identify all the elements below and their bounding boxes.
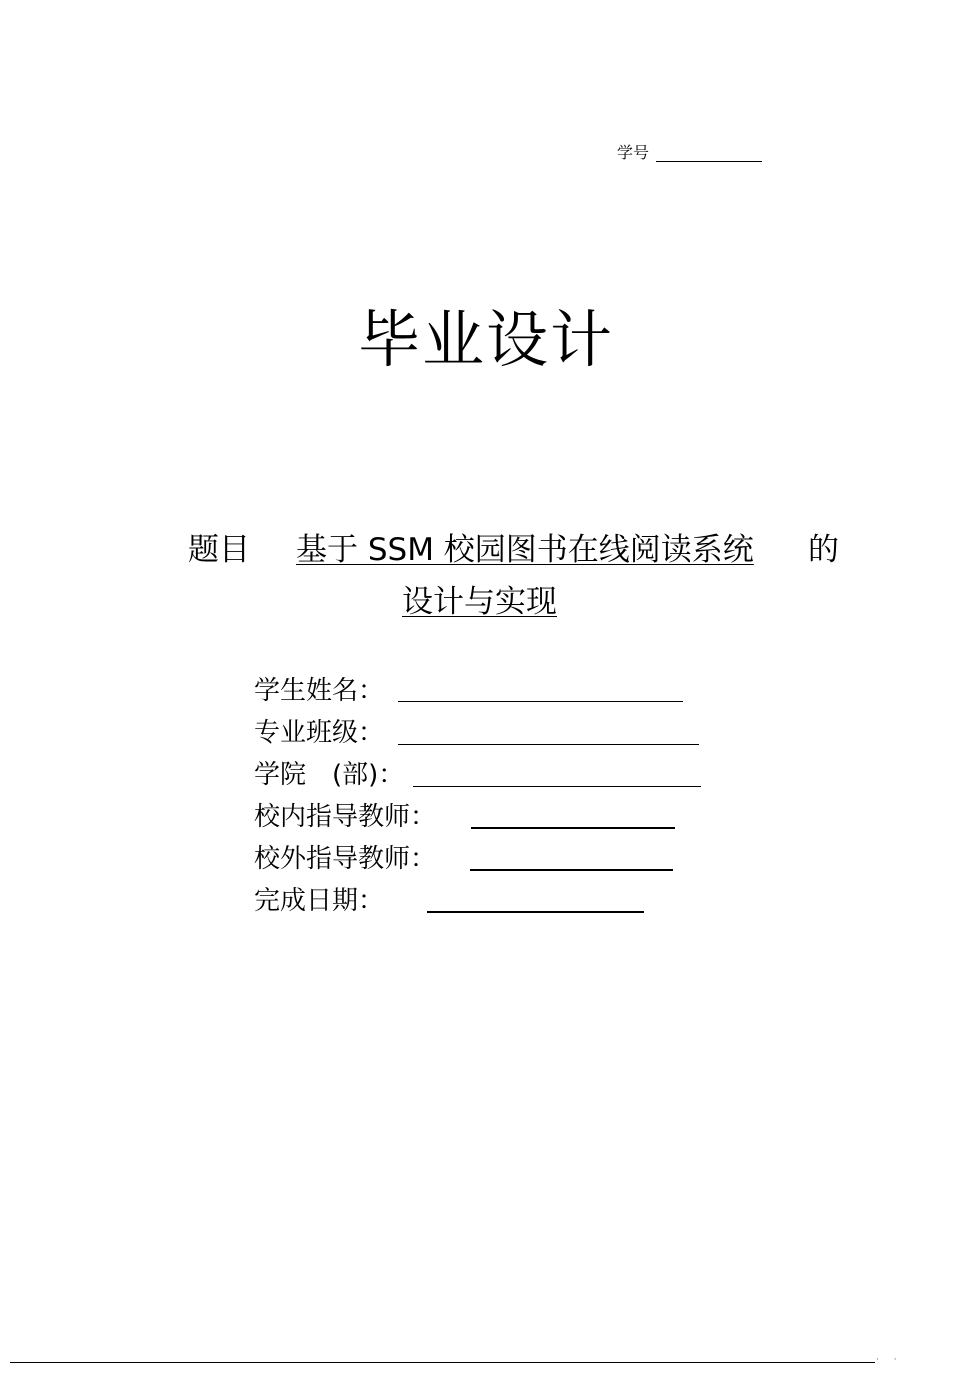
college-label: 学院 (部)： xyxy=(254,760,405,790)
student-name-blank-line xyxy=(398,701,683,702)
external-advisor-label: 校外指导教师： xyxy=(254,844,437,874)
completion-date-blank-line xyxy=(427,911,644,913)
major-class-blank-line xyxy=(398,744,699,745)
footer-divider xyxy=(10,1362,875,1363)
student-id-blank-line xyxy=(656,161,762,162)
topic-title-line-1 xyxy=(260,530,754,570)
student-name-label: 学生姓名： xyxy=(254,676,385,706)
footer-dots: · · xyxy=(876,1355,903,1365)
college-blank-line xyxy=(413,786,701,787)
student-id-label: 学号 xyxy=(617,143,650,162)
completion-date-label: 完成日期： xyxy=(254,886,385,916)
internal-advisor-label: 校内指导教师： xyxy=(254,802,437,832)
external-advisor-blank-line xyxy=(470,869,673,871)
topic-title-line-1-tail: 的 xyxy=(808,532,839,568)
major-class-label: 专业班级： xyxy=(254,718,385,748)
topic-title-line-1-text: 基于 SSM 校园图书在线阅读系统 xyxy=(296,532,754,568)
topic-label: 题目 xyxy=(188,532,250,568)
internal-advisor-blank-line xyxy=(471,827,675,829)
topic-title-line-2: 设计与实现 xyxy=(402,584,557,620)
page-title: 毕业设计 xyxy=(358,303,615,376)
